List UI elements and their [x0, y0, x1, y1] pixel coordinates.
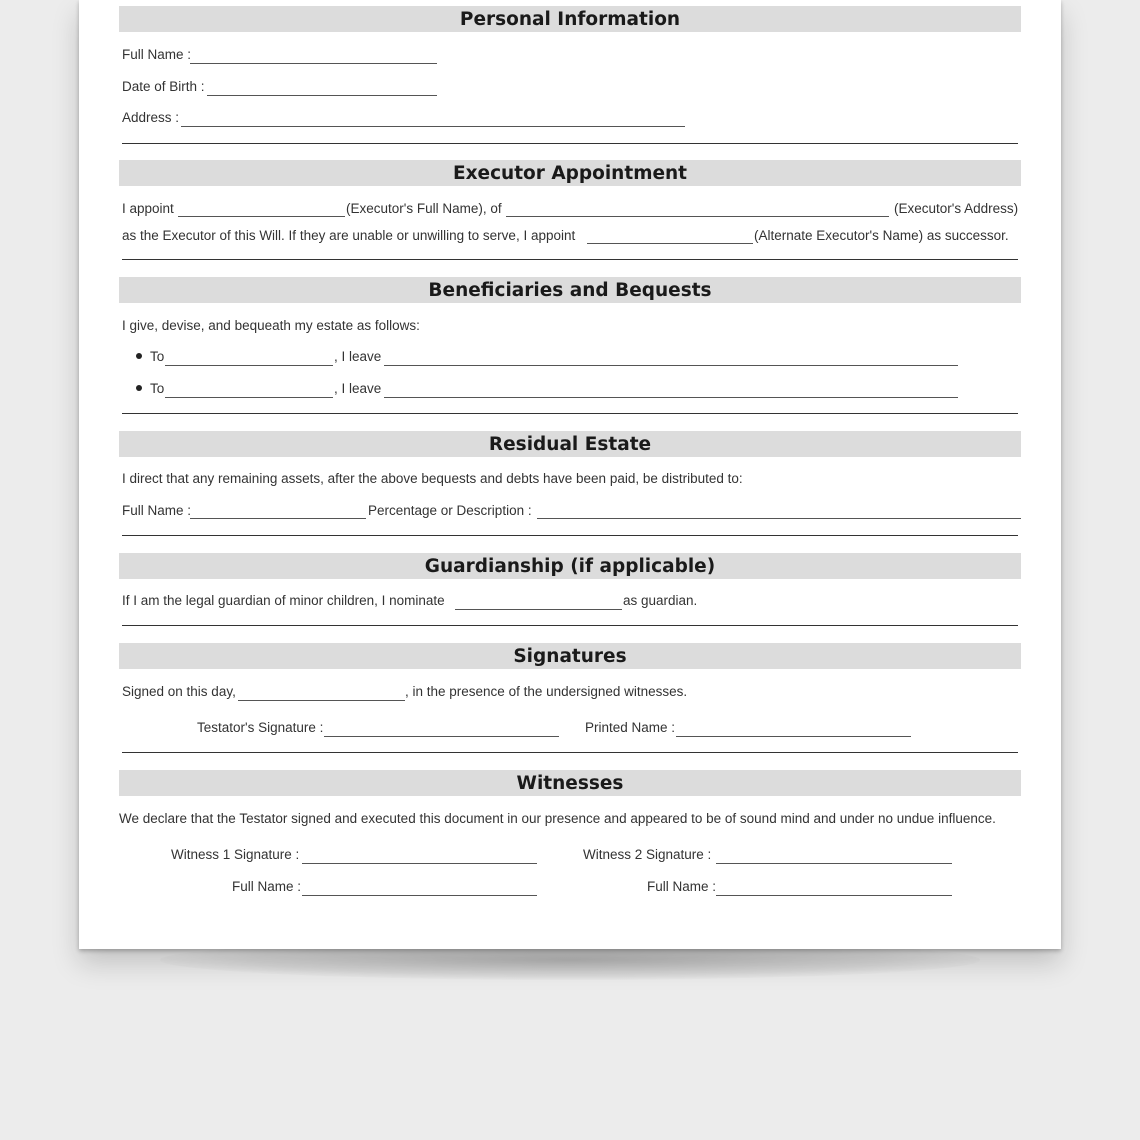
bullet-icon — [136, 385, 142, 391]
date-of-birth-field[interactable] — [207, 95, 437, 96]
section-divider — [122, 752, 1018, 753]
alternate-executor-hint: (Alternate Executor's Name) as successor. — [754, 228, 1009, 243]
full-name-field[interactable] — [190, 63, 437, 64]
witness-1-full-name-field[interactable] — [302, 895, 537, 896]
section-header-executor-appointment: Executor Appointment — [119, 160, 1021, 186]
section-header-witnesses: Witnesses — [119, 770, 1021, 796]
witness-1-signature-label: Witness 1 Signature : — [171, 847, 300, 862]
section-divider — [122, 535, 1018, 536]
beneficiary-name-field[interactable] — [165, 397, 333, 398]
testator-signature-field[interactable] — [324, 736, 559, 737]
witness-2-signature-label: Witness 2 Signature : — [583, 847, 712, 862]
bequest-intro-text: I give, devise, and bequeath my estate as follows: — [122, 318, 420, 333]
section-header-personal-information: Personal Information — [119, 6, 1021, 32]
section-divider — [122, 259, 1018, 260]
address-field[interactable] — [181, 126, 685, 127]
printed-name-field[interactable] — [676, 736, 911, 737]
bequest-to-label: To — [150, 349, 165, 364]
bullet-icon — [136, 353, 142, 359]
presence-text: , in the presence of the undersigned witnesses. — [405, 684, 688, 699]
witness-2-full-name-label: Full Name : — [647, 879, 717, 894]
section-divider — [122, 625, 1018, 626]
date-of-birth-label: Date of Birth : — [122, 79, 205, 94]
residual-intro-text: I direct that any remaining assets, after the above bequests and debts have been paid, be distributed to: — [122, 471, 743, 486]
section-header-guardianship: Guardianship (if applicable) — [119, 553, 1021, 579]
signed-on-text: Signed on this day, — [122, 684, 236, 699]
section-divider — [122, 143, 1018, 144]
section-divider — [122, 413, 1018, 414]
witness-2-full-name-field[interactable] — [716, 895, 952, 896]
successor-text: as the Executor of this Will. If they are unable or unwilling to serve, I appoint — [122, 228, 576, 243]
section-header-signatures: Signatures — [119, 643, 1021, 669]
witness-2-signature-field[interactable] — [716, 863, 952, 864]
guardian-name-field[interactable] — [455, 609, 622, 610]
alternate-executor-field[interactable] — [587, 243, 753, 244]
executor-name-field[interactable] — [178, 216, 345, 217]
address-label: Address : — [122, 110, 180, 125]
residual-full-name-label: Full Name : — [122, 503, 192, 518]
bequest-item-field[interactable] — [384, 365, 958, 366]
guardianship-text: If I am the legal guardian of minor children, I nominate — [122, 593, 445, 608]
percentage-label: Percentage or Description : — [368, 503, 532, 518]
testator-signature-label: Testator's Signature : — [197, 720, 324, 735]
witness-1-signature-field[interactable] — [302, 863, 537, 864]
bequest-item-field[interactable] — [384, 397, 958, 398]
signing-day-field[interactable] — [238, 700, 405, 701]
executor-address-hint: (Executor's Address) — [894, 201, 1019, 216]
executor-name-hint: (Executor's Full Name), of — [346, 201, 502, 216]
percentage-field[interactable] — [537, 518, 1021, 519]
full-name-label: Full Name : — [122, 47, 192, 62]
residual-full-name-field[interactable] — [190, 518, 366, 519]
witness-1-full-name-label: Full Name : — [232, 879, 302, 894]
bequest-leave-label: , I leave — [334, 381, 382, 396]
bequest-leave-label: , I leave — [334, 349, 382, 364]
printed-name-label: Printed Name : — [585, 720, 676, 735]
i-appoint-text: I appoint — [122, 201, 174, 216]
witness-declaration-text: We declare that the Testator signed and executed this document in our presence and appeared to be of sound mind and under no undue influence. — [119, 811, 996, 826]
beneficiary-name-field[interactable] — [165, 365, 333, 366]
bequest-to-label: To — [150, 381, 165, 396]
as-guardian-text: as guardian. — [623, 593, 698, 608]
executor-address-field[interactable] — [506, 216, 889, 217]
section-header-beneficiaries: Beneficiaries and Bequests — [119, 277, 1021, 303]
section-header-residual-estate: Residual Estate — [119, 431, 1021, 457]
